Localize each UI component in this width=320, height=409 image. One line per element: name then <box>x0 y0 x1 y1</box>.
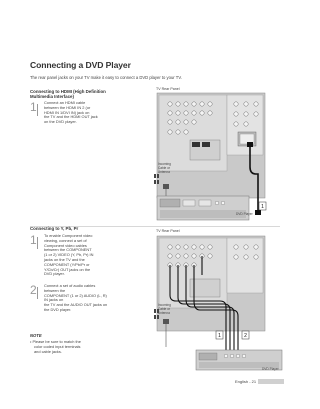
step-number: 1 <box>30 100 37 114</box>
tv-rear-panel-label: TV Rear Panel <box>156 229 180 233</box>
section1-heading: Connecting to HDMI (High Definition Multimedia Interface) <box>30 89 106 100</box>
note-text: • Please be sure to match the color coded input terminals and cable jacks. <box>30 339 81 354</box>
tv-rear-panel-label: TV Rear Panel <box>156 87 180 91</box>
section2-step1-text: To enable Component video viewing, connect a set of Component video cables between the COMPONENT (1 or 2) VIDEO (Y, Pb, Pr) IN jacks on the TV and the COMPONENT (Y/Pb/Pr or Y/Cb/Cr) OUT jacks on the DVD player. <box>44 233 94 277</box>
step-divider <box>37 237 38 249</box>
step-divider <box>37 287 38 299</box>
section2-heading: Connecting to Y, Pb, Pr <box>30 226 79 231</box>
dvd-player-2 <box>196 350 286 376</box>
page-number: English - 21 <box>235 379 257 384</box>
dvd-player-label: DVD Player <box>236 212 253 216</box>
callout-1: 1 <box>261 204 264 211</box>
callout-2: 2 <box>244 333 247 340</box>
page-title: Connecting a DVD Player <box>30 60 131 70</box>
step-number: 1 <box>30 233 37 247</box>
step-divider <box>37 104 38 116</box>
dvd-player-label: DVD Player <box>262 367 279 371</box>
incoming-cable-label: Incoming Cable or Antenna <box>158 162 171 174</box>
intro-text: The rear panel jacks on your TV make it easy to connect a DVD player to your TV. <box>30 75 182 80</box>
section1-step1-text: Connect an HDMI cable between the HDMI IN 2 (or HDMI IN 1/DVI IN) jack on the TV and the HDMI OUT jack on the DVD player. <box>44 100 98 125</box>
footer-bar <box>258 379 284 384</box>
step-number: 2 <box>30 283 37 297</box>
incoming-cable-label: Incoming Cable or Antenna <box>158 303 171 315</box>
dvd-player-1 <box>157 196 252 224</box>
note-heading: NOTE <box>30 333 42 338</box>
callout-1: 1 <box>218 333 221 340</box>
section2-step2-text: Connect a set of audio cables between the COMPONENT (1 or 2) AUDIO (L, R) IN jacks on the TV and the AUDIO OUT jacks on the DVD player. <box>44 283 108 312</box>
